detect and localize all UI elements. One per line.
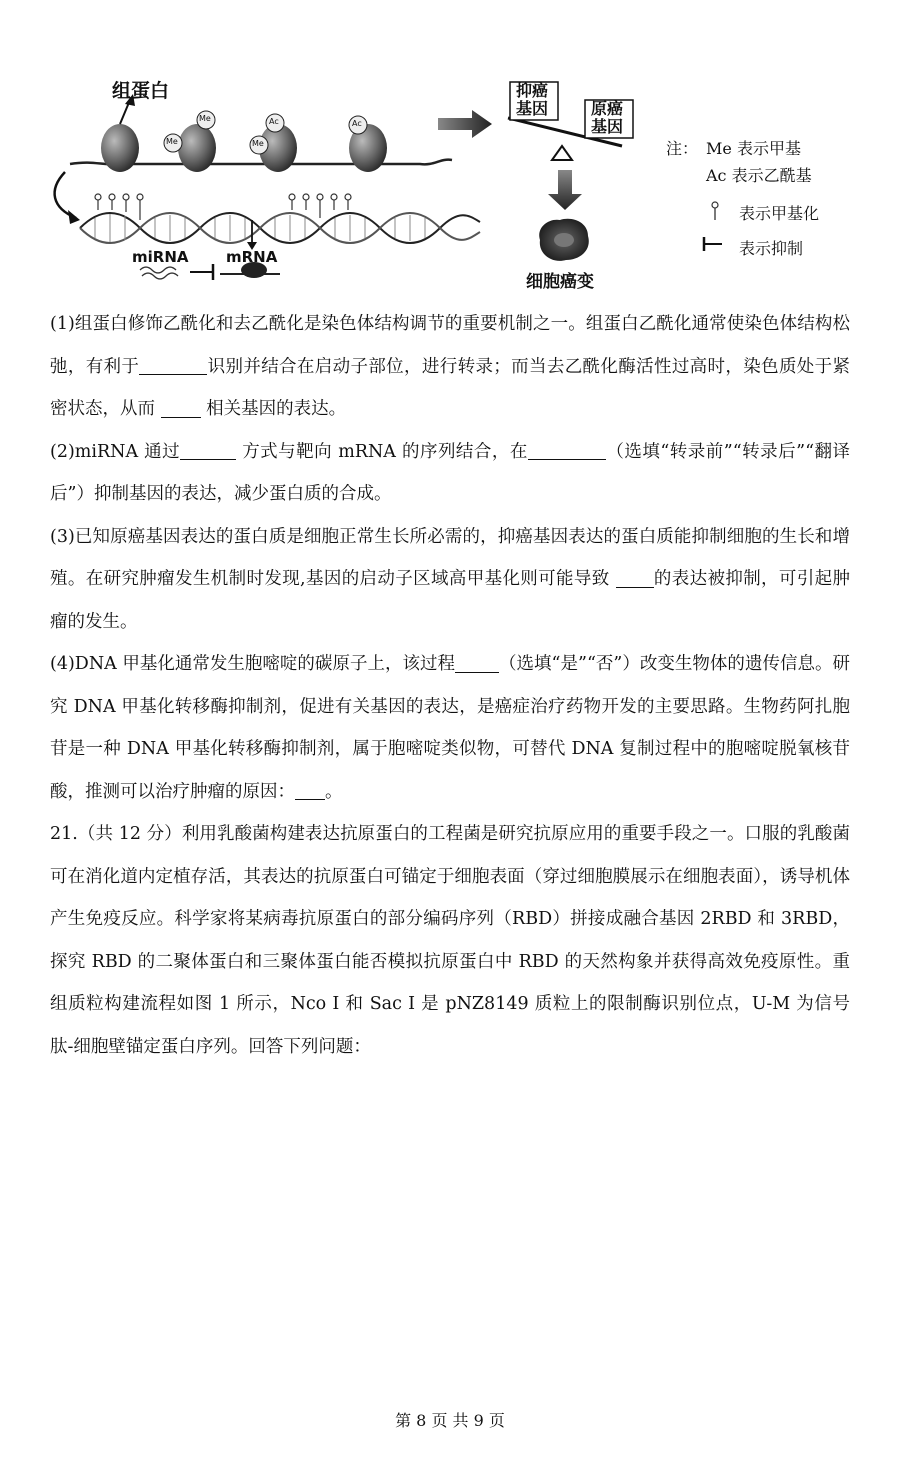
label-line: 基因 bbox=[516, 99, 549, 118]
answer-blank bbox=[455, 652, 499, 672]
cancer-label: 细胞癌变 bbox=[526, 272, 594, 292]
q1-text: 相关基因的表达。 bbox=[200, 399, 347, 419]
label-line: 基因 bbox=[591, 117, 624, 136]
q1-text: 识别并结合在启动子部位，进行转录；而当去乙酰化酶活性过高时，染色质处于紧密状态，从而 bbox=[50, 356, 851, 419]
answer-blank bbox=[180, 440, 236, 460]
q1-text: (1)组蛋白修饰乙酰化和去乙酰化是染色体结构调节的重要机制之一。组蛋白乙酰化通常使染色体结构松弛，有利于 bbox=[50, 314, 850, 377]
q4-text: (4)DNA 甲基化通常发生胞嘧啶的碳原子上，该过程 bbox=[50, 654, 456, 674]
legend-inhibition: 表示抑制 bbox=[739, 239, 804, 258]
q2-text: (2)miRNA 通过 bbox=[50, 441, 181, 462]
q3-text: 的表达被抑制，可引起肿瘤的发生。 bbox=[50, 569, 850, 632]
q2-text: （选填“转录前”“转录后”“翻译后”）抑制基因的表达，减少蛋白质的合成。 bbox=[50, 441, 850, 504]
legend-methylation: 表示甲基化 bbox=[739, 204, 820, 223]
legend-acetyl: Ac 表示乙酰基 bbox=[706, 166, 812, 185]
question-body bbox=[50, 303, 850, 1068]
answer-blank bbox=[616, 567, 654, 587]
mirna-label: miRNA bbox=[132, 248, 189, 266]
legend-title: 注： bbox=[666, 139, 699, 158]
q4-text: （选填“是”“否”）改变生物体的遗传信息。研究 DNA 甲基化转移酶抑制剂，促进有关基因的表达，是癌症治疗药物开发的主要思路。生物药阿扎胞苷是一种 DNA 甲基化转移酶抑制剂，属于胞嘧啶类似物，可替代 DNA 复制过程中的胞嘧啶脱氧核苷酸，推测可以治疗肿瘤的原因： bbox=[50, 654, 850, 802]
label-line: 抑癌 bbox=[516, 81, 549, 100]
tumor-suppressor-label bbox=[516, 82, 548, 118]
chromatin-regulation-figure bbox=[40, 60, 880, 300]
answer-blank bbox=[161, 397, 201, 417]
nucleosome bbox=[178, 124, 216, 172]
proto-oncogene-label bbox=[591, 100, 623, 136]
histone-label: 组蛋白 bbox=[112, 80, 170, 102]
question-1 bbox=[50, 303, 850, 431]
page-footer: 第 8 页 共 9 页 bbox=[395, 1411, 505, 1430]
legend-methyl: Me 表示甲基 bbox=[706, 139, 801, 158]
label-line: 原癌 bbox=[591, 99, 624, 118]
answer-blank bbox=[528, 440, 606, 460]
answer-blank bbox=[295, 780, 325, 800]
q3-text: (3)已知原癌基因表达的蛋白质是细胞正常生长所必需的，抑癌基因表达的蛋白质能抑制细胞的生长和增殖。在研究肿瘤发生机制时发现,基因的启动子区域高甲基化则可能导致 bbox=[50, 526, 850, 589]
nucleosome bbox=[101, 124, 139, 172]
methyl-mark-label: Me bbox=[252, 139, 264, 148]
q4-text: 。 bbox=[325, 781, 343, 802]
methyl-mark-label: Me bbox=[166, 137, 178, 146]
acetyl-mark-label: Ac bbox=[352, 119, 362, 128]
acetyl-mark-label: Ac bbox=[269, 117, 279, 126]
methyl-mark-label: Me bbox=[199, 114, 211, 123]
question-4 bbox=[50, 643, 850, 813]
mrna-label: mRNA bbox=[226, 248, 278, 266]
answer-blank bbox=[139, 355, 207, 375]
question-21: 21.（共 12 分）利用乳酸菌构建表达抗原蛋白的工程菌是研究抗原应用的重要手段之一。口服的乳酸菌可在消化道内定植存活，其表达的抗原蛋白可锚定于细胞表面（穿过细胞膜展示在细胞表面），诱导机体产生免疫反应。科学家将某病毒抗原蛋白的部分编码序列（RBD）拼接成融合基因 2RBD 和 3RBD，探究 RBD 的二聚体蛋白和三聚体蛋白能否模拟抗原蛋白中 RBD 的天然构象并获得高效免疫原性。重组质粒构建流程如图 1 所示，Nco I 和 Sac I 是 pNZ8149 质粒上的限制酶识别位点，U-M 为信号肽-细胞壁锚定蛋白序列。回答下列问题： bbox=[50, 824, 850, 1057]
question-2 bbox=[50, 431, 850, 516]
q2-text: 方式与靶向 mRNA 的序列结合，在 bbox=[236, 441, 528, 462]
question-3 bbox=[50, 516, 850, 644]
